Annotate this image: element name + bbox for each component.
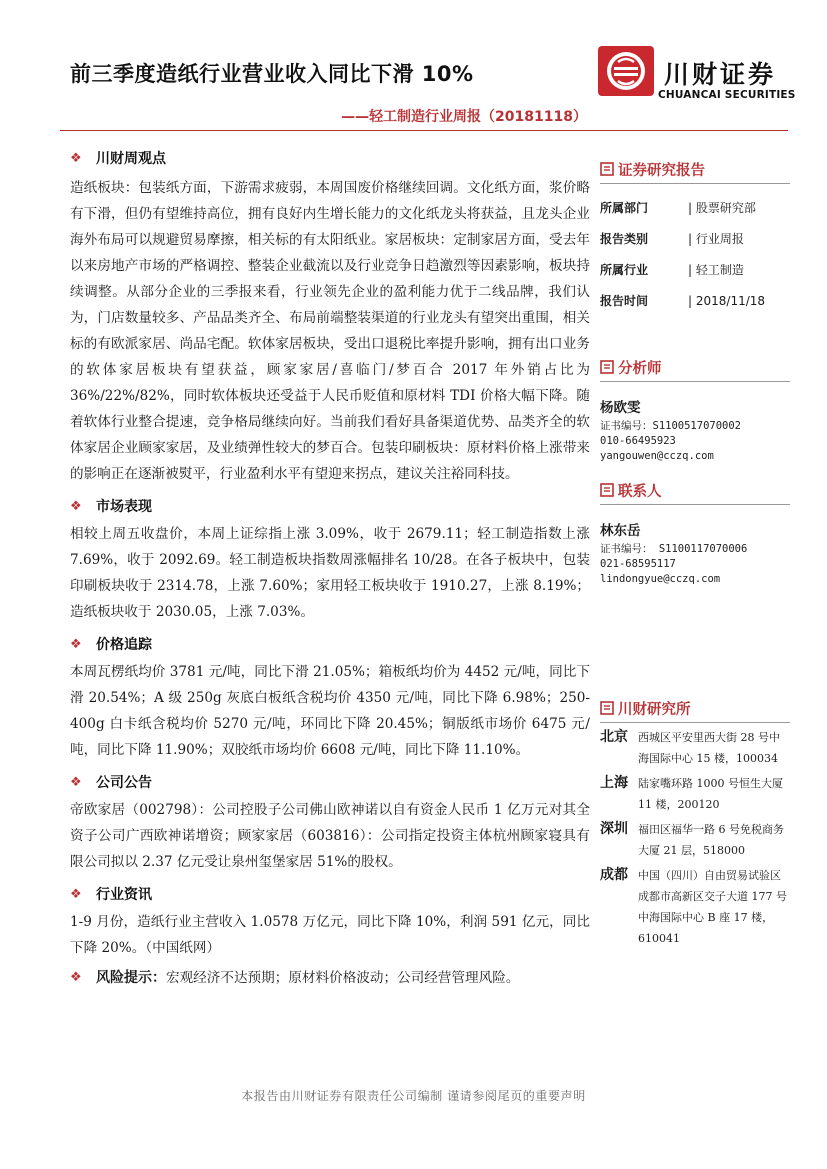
analyst-doc-icon xyxy=(600,360,614,374)
sidebar-heading-institute: 川财研究所 xyxy=(600,697,790,719)
sidebar-institute xyxy=(600,697,790,949)
section-heading-announcements: ❖ 公司公告 xyxy=(70,774,152,791)
diamond-bullet-icon: ❖ xyxy=(70,498,82,514)
diamond-bullet-icon: ❖ xyxy=(70,970,82,985)
sidebar-contact xyxy=(600,479,790,587)
sidebar-analyst xyxy=(600,356,790,464)
report-title: 前三季度造纸行业营业收入同比下滑 10% xyxy=(70,62,474,86)
logo-english-name: CHUANCAI SECURITIES xyxy=(658,89,796,101)
main-content xyxy=(70,143,590,991)
section-body-news: 1-9 月份，造纸行业主营收入 1.0578 万亿元，同比下降 10%，利润 591 亿元，同比下降 20%。（中国纸网） xyxy=(70,914,590,956)
risk-text: 宏观经济不达预期；原材料价格波动；公司经营管理风险。 xyxy=(166,970,520,986)
report-subtitle: ——轻工制造行业周报（20181118） xyxy=(341,109,587,125)
contact-doc-icon xyxy=(600,483,614,497)
chuancai-logo-icon xyxy=(598,46,654,96)
logo-chinese-name: 川财证券 xyxy=(664,60,777,89)
sidebar-report-info xyxy=(600,158,790,316)
sidebar-heading-report: 证券研究报告 xyxy=(600,158,790,180)
office-shanghai: 上海 陆家嘴环路 1000 号恒生大厦 11 楼，200120 xyxy=(600,775,783,811)
section-heading-price: ❖ 价格追踪 xyxy=(70,636,152,653)
sidebar-heading-contact: 联系人 xyxy=(600,479,790,501)
diamond-bullet-icon: ❖ xyxy=(70,636,82,652)
header-rule xyxy=(60,130,788,131)
office-shenzhen: 深圳 福田区福华一路 6 号免税商务大厦 21 层，518000 xyxy=(600,821,784,857)
section-body-viewpoint: 造纸板块：包装纸方面，下游需求疲弱，本周国废价格继续回调。文化纸方面，浆价略有下滑，但仍有望维持高位，拥有良好内生增长能力的文化纸龙头将获益，且龙头企业海外布局可以规避贸易摩擦，相关标的有太阳纸业。家居板块：定制家居方面，受去年以来房地产市场的严格调控、整装企业截流以及行业竞争日趋激烈等因素影响，板块持续调整。从部分企业的三季报来看，行业领先企业的盈利能力优于二线品牌，我们认为，门店数量较多、产品品类齐全、布局前端整装渠道的行业龙头有望突出重围，相关标的有欧派家居、尚品宅配。软体家居板块，受出口退税比率提升影响，拥有出口业务的软体家居板块有望获益，顾家家居/喜临门/梦百合 2017 年外销占比为 36%/22%/82%，同时软体板块还受益于人民币贬值和原材料 TDI 价格大幅下降。随着软体行业整合提速，竞争格局继续向好。当前我们看好具备渠道优势、品类齐全的软体家居企业顾家家居，及业绩弹性较大的梦百合。包装印刷板块：原材料价格上涨带来的影响正在逐渐被熨平，行业盈利水平有望迎来拐点，建议关注裕同科技。 xyxy=(70,180,590,482)
office-beijing: 北京 西城区平安里西大街 28 号中海国际中心 15 楼，100034 xyxy=(600,729,780,765)
contact-cert: 证书编号： S1100117070006 xyxy=(600,543,748,555)
info-row-industry: 所属行业 | 轻工制造 xyxy=(600,263,744,277)
contact-phone: 021-68595117 xyxy=(600,558,676,570)
sidebar-divider xyxy=(600,381,790,382)
analyst-phone: 010-66495923 xyxy=(600,435,676,447)
office-chengdu: 成都 中国（四川）自由贸易试验区成都市高新区交子大道 177 号中海国际中心 B 座 17 楼，610041 xyxy=(600,867,787,945)
section-heading-market: ❖ 市场表现 xyxy=(70,498,152,515)
risk-label: 风险提示： xyxy=(96,970,166,986)
section-body-price: 本周瓦楞纸均价 3781 元/吨，同比下滑 21.05%；箱板纸均价为 4452 元/吨，同比下滑 20.54%；A 级 250g 灰底白板纸含税均价 4350 元/吨，同比下降 6.98%；250-400g 白卡纸含税均价 5270 元/吨，环同比下降 20.45%；铜版纸市场价 6475 元/吨，同比下降 11.90%；双胶纸市场均价 6608 元/吨，同比下降 11.10%。 xyxy=(70,664,590,758)
sidebar-heading-analyst: 分析师 xyxy=(600,356,790,378)
contact-name: 林东岳 xyxy=(600,523,641,539)
diamond-bullet-icon: ❖ xyxy=(70,886,82,902)
diamond-bullet-icon: ❖ xyxy=(70,150,82,166)
section-body-market: 相较上周五收盘价，本周上证综指上涨 3.09%，收于 2679.11；轻工制造指数上涨 7.69%，收于 2092.69。轻工制造板块指数周涨幅排名 10/28。在各子板块中，包装印刷板块收于 2314.78，上涨 7.60%；家用轻工板块收于 1910.27，上涨 8.19%；造纸板块收于 2030.05，上涨 7.03%。 xyxy=(70,526,590,620)
institute-doc-icon xyxy=(600,701,614,715)
analyst-email[interactable]: yangouwen@cczq.com xyxy=(600,450,714,462)
page-footer-disclaimer: 本报告由川财证券有限责任公司编制 谨请参阅尾页的重要声明 xyxy=(241,1089,586,1103)
report-doc-icon xyxy=(600,162,614,176)
info-row-category: 报告类别 | 行业周报 xyxy=(600,232,744,246)
contact-email[interactable]: lindongyue@cczq.com xyxy=(600,573,721,585)
analyst-cert: 证书编号：S1100517070002 xyxy=(600,420,742,432)
section-heading-viewpoint: ❖ 川财周观点 xyxy=(70,150,166,167)
sidebar-divider xyxy=(600,722,790,723)
section-body-announcements: 帝欧家居（002798）：公司控股子公司佛山欧神诺以自有资金人民币 1 亿万元对其全资子公司广西欧神诺增资；顾家家居（603816）：公司指定投资主体杭州顾家寝具有限公司拟以 2.37 亿元受让泉州玺堡家居 51%的股权。 xyxy=(70,802,590,870)
info-row-date: 报告时间 | 2018/11/18 xyxy=(600,293,766,308)
sidebar-divider xyxy=(600,183,790,184)
risk-warning xyxy=(70,965,590,991)
info-row-department: 所属部门 | 股票研究部 xyxy=(600,201,756,215)
sidebar-divider xyxy=(600,504,790,505)
section-heading-news: ❖ 行业资讯 xyxy=(70,886,152,903)
analyst-name: 杨欧雯 xyxy=(600,400,641,416)
diamond-bullet-icon: ❖ xyxy=(70,774,82,790)
